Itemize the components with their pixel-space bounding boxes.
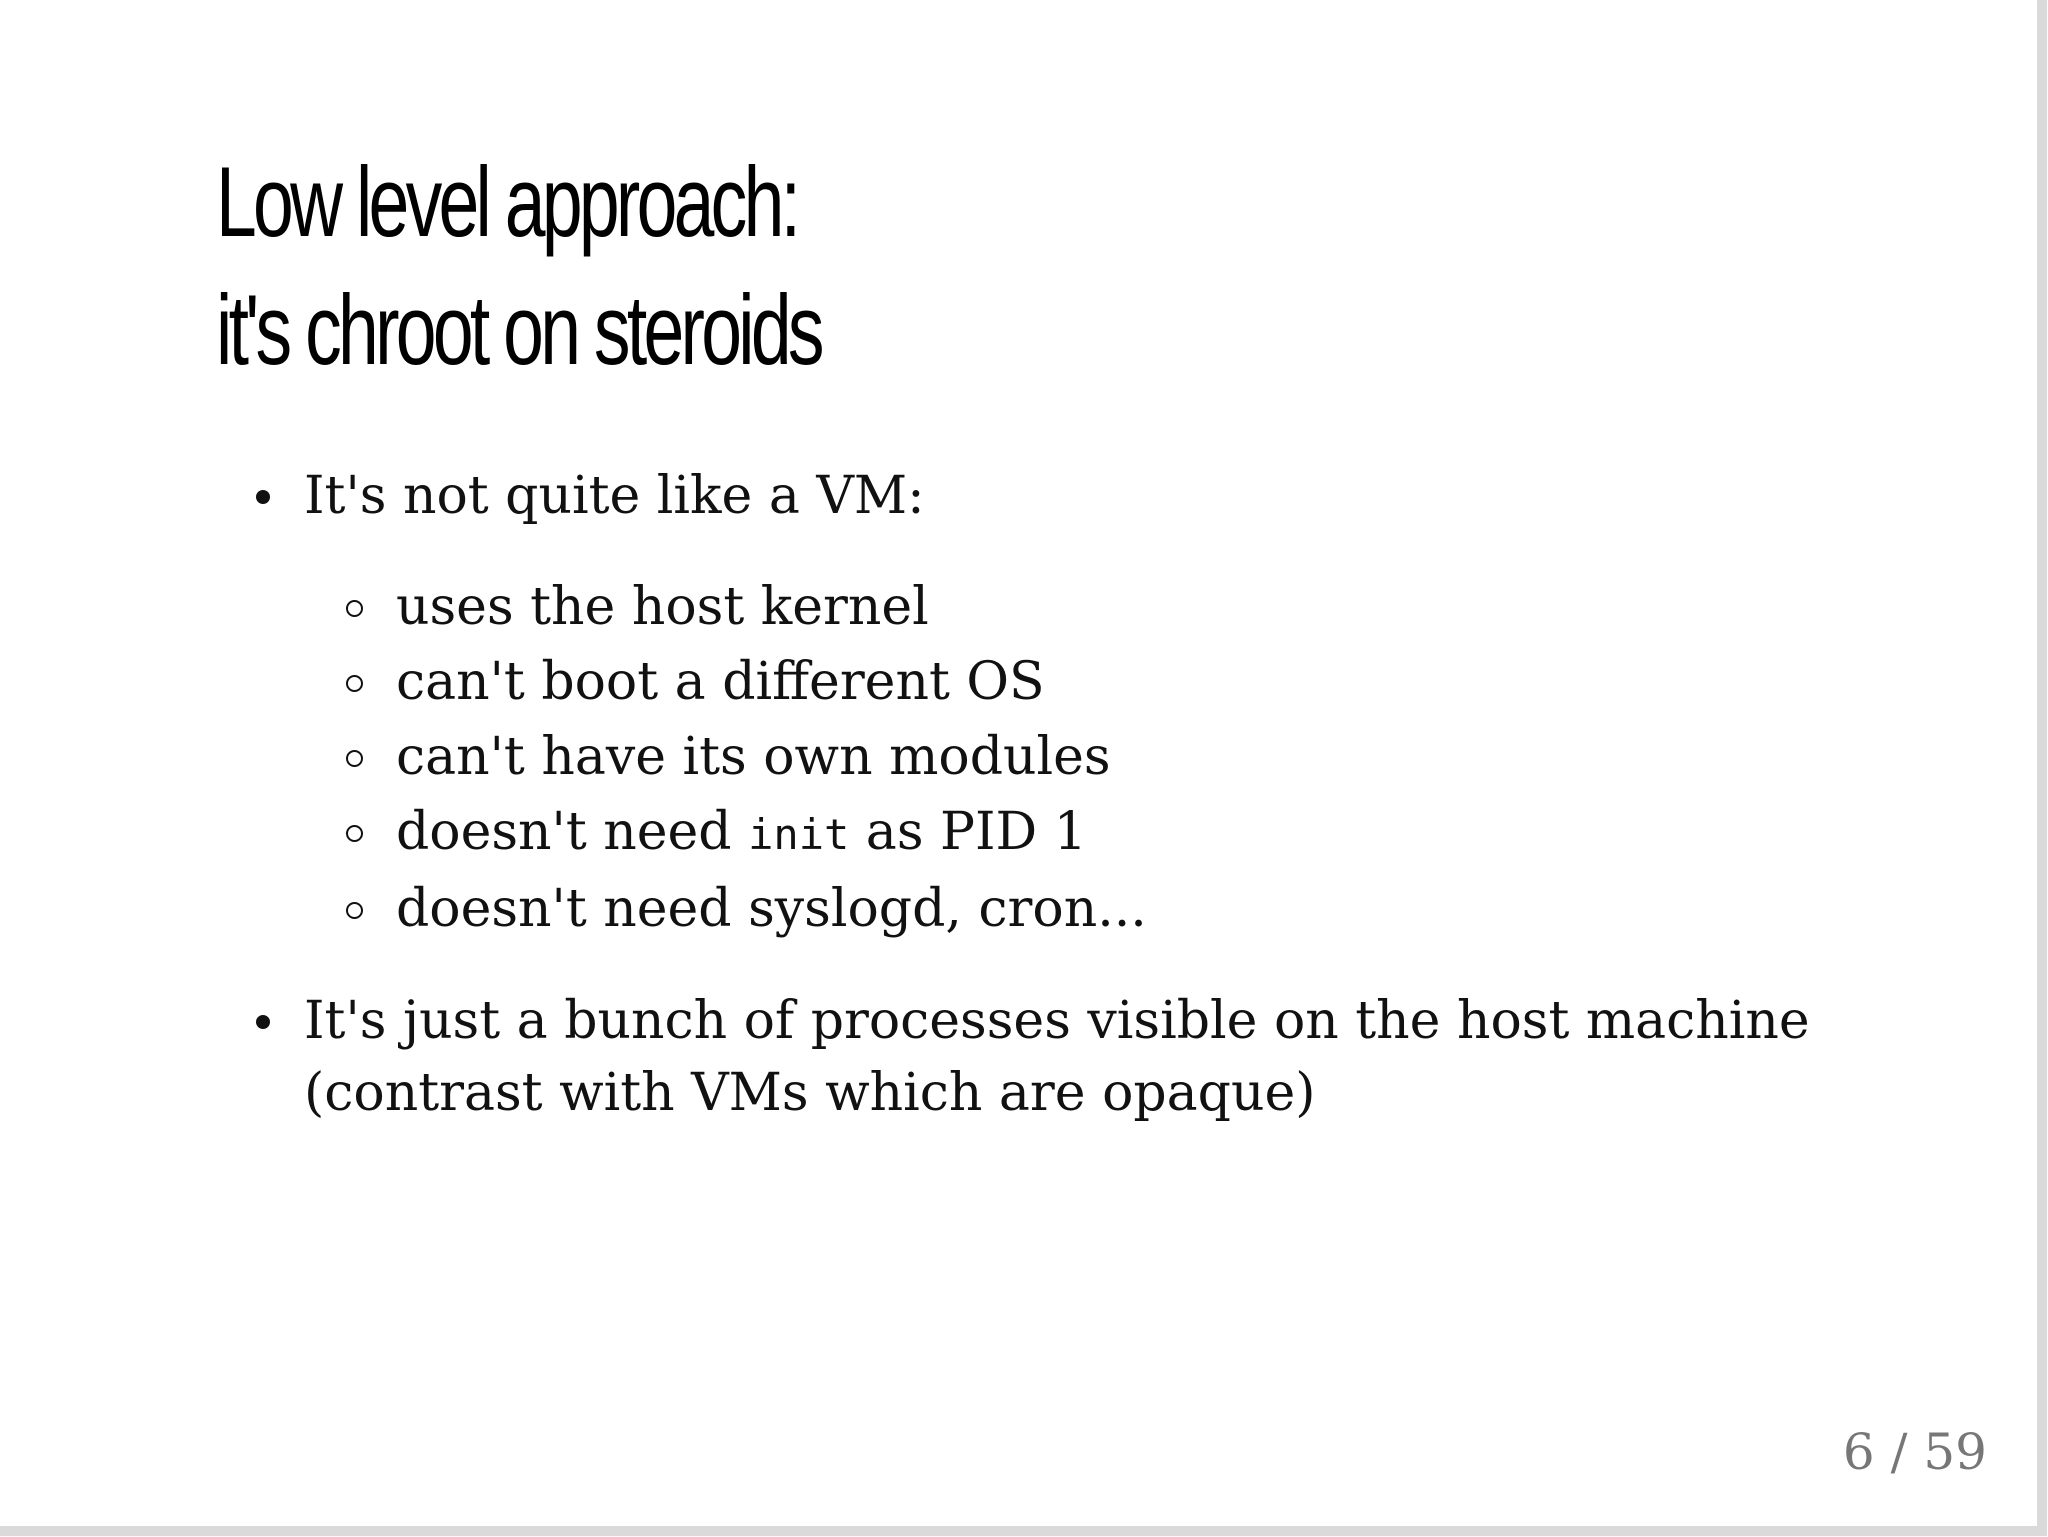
sub-bullet-text: can't boot a different OS <box>396 652 1045 712</box>
slide-title-line-1: Low level approach: <box>216 146 798 257</box>
slide-title-line-2: it's chroot on steroids <box>216 274 821 385</box>
inline-code-init: init <box>748 810 850 859</box>
sub-bullet-text-after-code: as PID 1 <box>849 802 1087 862</box>
sub-bullet-item <box>396 570 1888 645</box>
sub-bullet-item <box>396 872 1888 947</box>
slide-page-number: 6 / 59 <box>1842 1423 1987 1481</box>
sub-bullet-list <box>304 570 1888 947</box>
sub-bullet-item-with-code <box>396 795 1888 872</box>
sub-bullet-text-before-code: doesn't need <box>396 802 749 862</box>
sub-bullet-text: doesn't need syslogd, cron... <box>396 879 1147 939</box>
main-bullet-text: It's not quite like a VM: <box>304 466 925 526</box>
slide-title <box>216 138 821 394</box>
main-bullet-text: It's just a bunch of processes visible on the host machine (contrast with VMs which are opaque) <box>304 991 1810 1123</box>
main-bullet-list <box>248 460 1888 1129</box>
sub-bullet-text: can't have its own modules <box>396 727 1111 787</box>
main-bullet-item <box>248 460 1888 947</box>
sub-bullet-text: uses the host kernel <box>396 577 929 637</box>
sub-bullet-item <box>396 720 1888 795</box>
main-bullet-item <box>248 985 1888 1129</box>
slide-body <box>248 460 1888 1167</box>
sub-bullet-item <box>396 645 1888 720</box>
